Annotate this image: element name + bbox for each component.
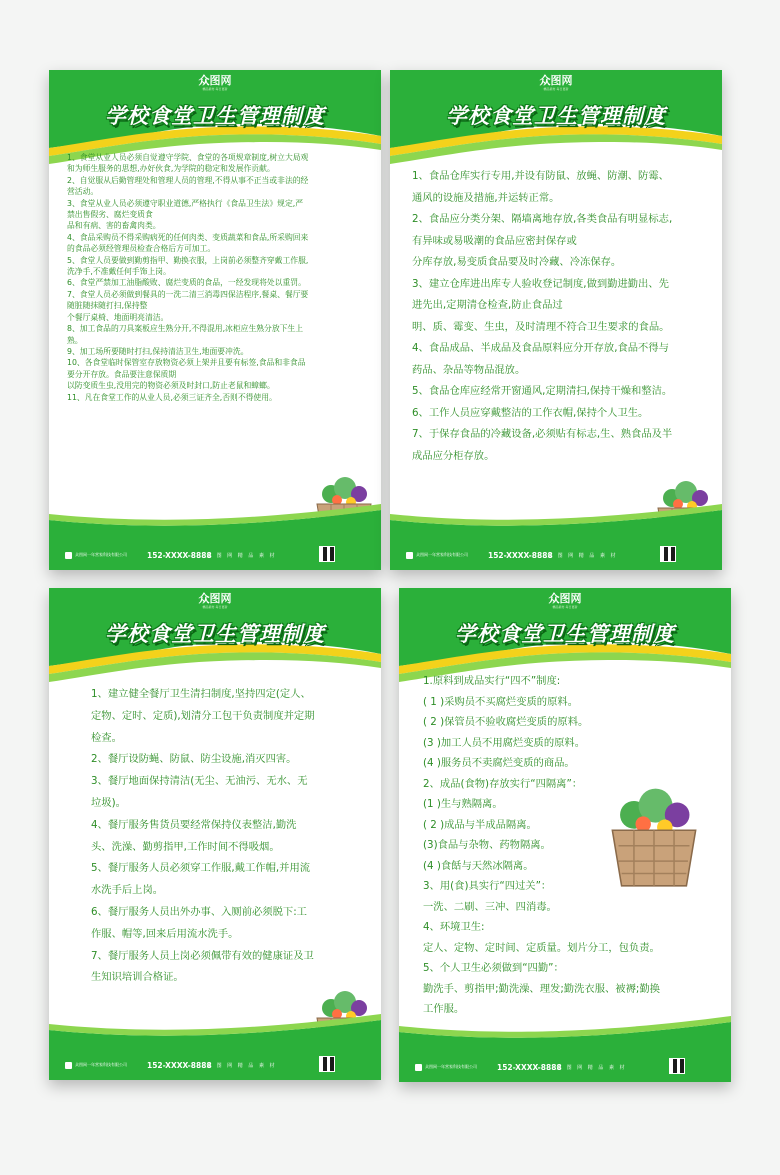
rules-text (67, 152, 371, 403)
rule-line: 勤洗手、剪指甲;勤洗澡、理发;勤洗衣服、被褥;勤换 (423, 982, 660, 995)
rule-line: 定人、定物、定时间、定质量。划片分工，包负责。 (423, 941, 660, 954)
footer-company: 众图网一年营家科技有限公司 (75, 552, 127, 557)
rule-line: 5、餐厅服务人员必须穿工作服,戴工作帽,并用流 (91, 862, 311, 875)
poster-3 (49, 588, 381, 1080)
rule-line: 7、于保存食品的冷藏设备,必须贴有标志,生、熟食品及半 (412, 428, 673, 440)
phone-icon (415, 1064, 422, 1071)
rule-line: 7、食堂人员必须做到餐具的一洗二清三消毒四保洁程序,餐桌、餐厅要 (67, 289, 309, 299)
rules-text (412, 166, 706, 467)
footer-company: 众图网一年营家科技有限公司 (75, 1062, 127, 1067)
rule-line: 4、食品成品、半成品及食品原料应分开存放,食品不得与 (412, 342, 669, 354)
brand-logo: 众图网 精品素材·每日更新 (548, 592, 582, 609)
rule-line: ( 2 )保管员不验收腐烂变质的原料。 (423, 716, 589, 728)
footer-company: 众图网一年营家科技有限公司 (416, 552, 468, 557)
footer-company: 众图网一年营家科技有限公司 (425, 1064, 477, 1069)
rule-line: 8、加工食品的刀具案板应生熟分开,不得混用,冰柜应生熟分放下生上 (67, 324, 304, 334)
rule-line: 2、食品应分类分架、隔墙离地存放,各类食品有明显标志, (412, 213, 673, 225)
footer-phone: 152-XXXX-8888 (147, 1061, 212, 1070)
rule-line: 1、食堂从业人员必须自觉遵守学院、食堂的各项规章制度,树立大局观 (67, 153, 309, 162)
rule-line: 7、餐厅服务人员上岗必须佩带有效的健康证及卫 (91, 949, 314, 962)
rule-line: 洗净手,不准戴任何手饰上岗。 (67, 267, 171, 277)
rule-line: 生知识培训合格证。 (91, 971, 184, 984)
rule-line: 9、加工场所要随时打扫,保持清洁卫生,地面要冲洗。 (67, 346, 249, 356)
rule-line: 分库存放,易变质食品要及时冷藏、冷冻保存。 (412, 256, 622, 268)
footer-slogan: 众 图 网 精 品 素 材 (556, 1065, 627, 1071)
rule-line: 检查。 (91, 731, 122, 744)
poster-title: 学校食堂卫生管理制度 (446, 104, 666, 128)
qr-code-icon (669, 1058, 685, 1074)
rule-line: (3 )加工人员不用腐烂变质的原料。 (423, 736, 586, 749)
footer (390, 548, 722, 564)
rule-line: 5、个人卫生必须做到“四勤”： (423, 962, 564, 974)
rule-line: 6、工作人员应穿戴整洁的工作衣帽,保持个人卫生。 (412, 406, 649, 419)
qr-code-icon (319, 546, 335, 562)
rule-line: 6、食堂严禁加工油脂酸败、腐烂变质的食品，一经发现将处以重罚。 (67, 278, 306, 288)
poster-title: 学校食堂卫生管理制度 (105, 622, 325, 646)
footer-phone: 152-XXXX-8888 (497, 1063, 562, 1072)
rule-line: 进先出,定期清仓检查,防止食品过 (412, 299, 563, 311)
rule-line: 作服、帽等,回来后用流水洗手。 (91, 927, 239, 940)
rule-line: 4、环境卫生: (423, 921, 485, 933)
rule-line: 水洗手后上岗。 (91, 884, 164, 897)
rule-line: 和为师生服务的思想,办好伙食,为学院的稳定和发展作贡献。 (67, 164, 275, 174)
rule-line: (4 )服务员不卖腐烂变质的商品。 (423, 757, 575, 769)
rule-line: 要分开存放。食品要注意保质期 (67, 369, 177, 379)
phone-icon (65, 552, 72, 559)
rule-line: 1、食品仓库实行专用,并设有防鼠、放蝇、防潮、防霉、 (412, 170, 669, 182)
rule-line: 1、建立健全餐厅卫生清扫制度,坚持四定(定人、 (91, 688, 311, 700)
rule-line: 垃圾)。 (91, 796, 126, 809)
rule-line: (1 )生与熟隔离。 (423, 798, 503, 810)
poster-title: 学校食堂卫生管理制度 (105, 104, 325, 128)
rule-line: 6、餐厅服务人员出外办事、入厕前必须脱下:工 (91, 905, 307, 918)
qr-code-icon (319, 1056, 335, 1072)
footer (49, 548, 381, 564)
rule-line: 的食品必须经管理员检查合格后方可加工。 (67, 244, 216, 254)
rule-line: 2、成品(食物)存放实行“四隔离”： (423, 777, 583, 790)
rule-line: ( 1 )采购员不买腐烂变质的原料。 (423, 695, 578, 708)
phone-icon (65, 1062, 72, 1069)
footer-phone: 152-XXXX-8888 (488, 551, 553, 560)
rule-line: 3、用(食)具实行“四过关”： (423, 880, 552, 892)
brand-logo: 众图网 精品素材·每日更新 (198, 592, 232, 609)
rule-line: 禁出售假劣、腐烂变质食 (67, 210, 153, 220)
rule-line: (4 )食餂与天然冰隔离。 (423, 859, 534, 872)
qr-code-icon (660, 546, 676, 562)
rule-line: 头、洗澡、勤剪指甲,工作时间不得吸烟。 (91, 840, 280, 853)
rule-line: 品和有病、害的畜禽肉类。 (67, 221, 161, 231)
rule-line: 成品应分柜存放。 (412, 449, 495, 462)
rule-line: ( 2 )成品与半成品隔离。 (423, 818, 537, 831)
rule-line: 4、餐厅服务售货员要经常保持仪表整洁,勤洗 (91, 818, 297, 831)
rule-line: 明、质、霉变、生虫，及时清理不符合卫生要求的食品。 (412, 320, 670, 333)
rule-line: 营活动。 (67, 187, 99, 197)
footer (399, 1060, 731, 1076)
rule-line: 药品、杂品等物品混放。 (412, 363, 526, 376)
rule-line: 5、食品仓库应经常开窗通风,定期清扫,保持干燥和整洁。 (412, 385, 673, 397)
rule-line: 2、餐厅设防蝇、防鼠、防尘设施,消灭四害。 (91, 753, 297, 766)
vegetable-basket-icon (599, 784, 709, 892)
footer (49, 1058, 381, 1074)
rule-line: 4、食品采购员不得采购病死的任何肉类、变质蔬菜和食品,所采购回来 (67, 232, 309, 242)
rule-line: (3)食品与杂物、药物隔离。 (423, 839, 551, 851)
rule-line: 通风的设施及措施,并运转正常。 (412, 191, 560, 204)
poster-4 (399, 588, 731, 1082)
footer-slogan: 众 图 网 精 品 素 材 (547, 553, 618, 559)
brand-logo: 众图网 精品素材·每日更新 (198, 74, 232, 91)
poster-title: 学校食堂卫生管理制度 (455, 622, 675, 646)
rule-line: 一洗、二刷、三冲、四消毒。 (423, 900, 557, 913)
rule-line: 有异味或易吸潮的食品应密封保存或 (412, 234, 577, 247)
poster-2 (390, 70, 722, 570)
brand-logo: 众图网 精品素材·每日更新 (539, 74, 573, 91)
footer-phone: 152-XXXX-8888 (147, 551, 212, 560)
rule-line: 10、各食堂临时保管室存放物资必须上架并且要有标签,食品和非食品 (67, 358, 306, 368)
rule-line: 定物、定时、定质),划清分工包干负责制度并定期 (91, 709, 315, 722)
rule-line: 3、餐厅地面保持清洁(无尘、无油污、无水、无 (91, 775, 308, 788)
rule-line: 个餐厅桌椅、地面明亮清洁。 (67, 312, 169, 322)
rule-line: 熟。 (67, 335, 83, 345)
rules-text (91, 684, 365, 989)
rule-line: 11、凡在食堂工作的从业人员,必须三证齐全,否则不得使用。 (67, 392, 277, 402)
rule-line: 以防变质生虫,没用完的物资必须及时封口,防止老鼠和蟑螂。 (67, 381, 275, 391)
footer-slogan: 众 图 网 精 品 素 材 (206, 1063, 277, 1069)
rule-line: 1.原料到成品实行“四不”制度: (423, 675, 561, 687)
rule-line: 随脏随抹随打扫,保持整 (67, 301, 148, 311)
rule-line: 3、建立仓库进出库专人验收登记制度,做到勤进勤出、先 (412, 277, 669, 290)
poster-1 (49, 70, 381, 570)
phone-icon (406, 552, 413, 559)
rule-line: 3、食堂从业人员必须遵守职业道德,严格执行《食品卫生法》规定,严 (67, 198, 304, 208)
rule-line: 工作服。 (423, 1003, 465, 1015)
rule-line: 2、自觉服从后勤管理处和管理人员的管理,不得从事不正当或非法的经 (67, 175, 309, 185)
rule-line: 5、食堂人员要做到勤剪指甲、勤换衣服，上岗前必须整齐穿戴工作服, (67, 255, 309, 265)
footer-slogan: 众 图 网 精 品 素 材 (206, 553, 277, 559)
